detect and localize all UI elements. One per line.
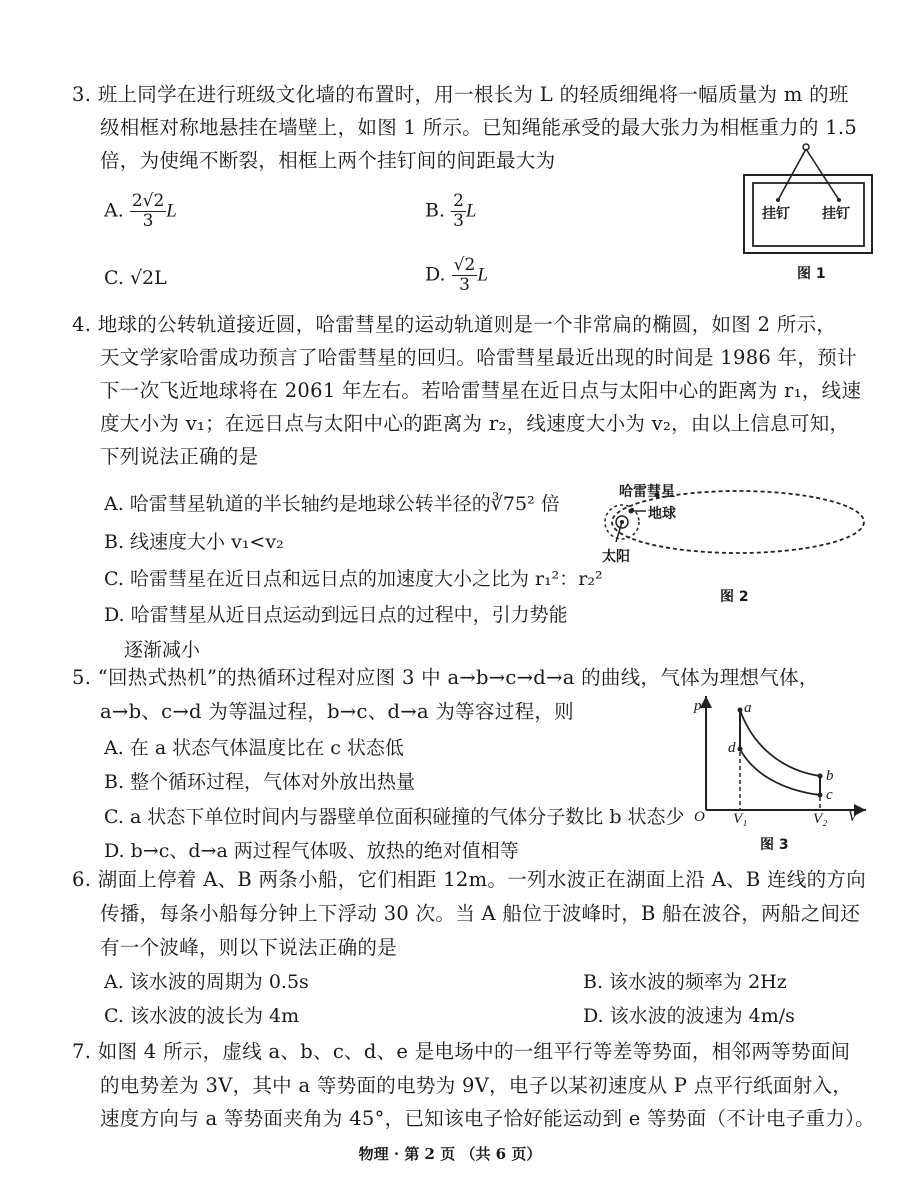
q7-stem-line-2: 的电势差为 3V，其中 a 等势面的电势为 9V，电子以某初速度从 P 点平行纸面射入， [100, 1074, 853, 1097]
denominator: 3 [142, 211, 154, 231]
point-b [818, 774, 823, 779]
nail-label-left: 挂钉 [762, 206, 790, 222]
option-label: D. [425, 263, 446, 286]
q6-stem-line-1: 6. 湖面上停着 A、B 两条小船，它们相距 12m。一列水波正在湖面上沿 A、B 连线的方向 [72, 868, 867, 891]
q3-stem-line-3: 倍，为使绳不断裂，相框上两个挂钉间的间距最大为 [100, 149, 556, 172]
point-b-label: b [826, 768, 834, 784]
q4-stem-line-5: 下列说法正确的是 [100, 445, 259, 468]
numerator: 2√2 [131, 191, 165, 211]
q5-stem-line-1: 5. “回热式热机”的热循环过程对应图 3 中 a→b→c→d→a 的曲线，气体为理想气体， [72, 666, 819, 689]
q6-option-b[interactable]: B. 该水波的频率为 2Hz [583, 971, 787, 993]
fraction [130, 192, 166, 231]
p-axis-label: p [694, 698, 702, 714]
q4-stem-line-3: 下一次飞近地球将在 2061 年左右。若哈雷彗星在近日点与太阳中心的距离为 r₁，线速 [100, 379, 862, 402]
option-label: B. [425, 199, 446, 222]
comet-label: 哈雷彗星 [619, 484, 675, 500]
earth-label: 地球 [648, 506, 676, 522]
q6-option-a[interactable]: A. 该水波的周期为 0.5s [104, 971, 309, 993]
figure-3-pv-diagram [690, 692, 880, 827]
q5-option-c[interactable]: C. a 状态下单位时间内与器壁单位面积碰撞的气体分子数比 b 状态少 [104, 806, 685, 828]
figure-2-caption: 图 2 [720, 589, 749, 605]
q7-stem-line-3: 速度方向与 a 等势面夹角为 45°，已知该电子恰好能运动到 e 等势面（不计电子重力）。 [100, 1107, 875, 1130]
q4-option-d[interactable]: D. 哈雷彗星从近日点运动到远日点的过程中，引力势能 [104, 604, 568, 626]
figure-1-caption: 图 1 [797, 266, 826, 282]
option-label: A. [104, 199, 124, 222]
q6-option-c[interactable]: C. 该水波的波长为 4m [104, 1005, 300, 1027]
q5-stem-line-2: a→b、c→d 为等温过程，b→c、d→a 为等容过程，则 [100, 700, 574, 723]
q3-option-d[interactable] [425, 256, 488, 295]
denominator: 3 [459, 275, 470, 295]
variable: L [477, 264, 488, 286]
point-a [738, 708, 743, 713]
q5-option-d[interactable]: D. b→c、d→a 两过程气体吸、放热的绝对值相等 [104, 840, 519, 862]
variable: L [465, 200, 477, 222]
q5-option-b[interactable]: B. 整个循环过程，气体对外放出热量 [104, 771, 416, 793]
denominator: 3 [453, 211, 464, 231]
fraction [452, 256, 478, 295]
q5-option-a[interactable]: A. 在 a 状态气体温度比在 c 状态低 [104, 737, 404, 759]
q4-option-a[interactable]: A. 哈雷彗星轨道的半长轴约是地球公转半径的∛75² 倍 [104, 493, 560, 515]
q3-option-c[interactable] [104, 266, 167, 290]
nail-label-right: 挂钉 [822, 206, 850, 222]
variable: L [166, 200, 177, 222]
q6-stem-line-2: 传播，每条小船每分钟上下浮动 30 次。当 A 船位于波峰时，B 船在波谷，两船之间还 [100, 902, 861, 925]
point-c [818, 793, 823, 798]
q4-option-c[interactable]: C. 哈雷彗星在近日点和远日点的加速度大小之比为 r₁²：r₂² [104, 568, 603, 590]
q4-stem-line-4: 度大小为 v₁；在远日点与太阳中心的距离为 r₂，线速度大小为 v₂，由以上信息可知， [100, 412, 850, 435]
q4-stem-line-1: 4. 地球的公转轨道接近圆，哈雷彗星的运动轨道则是一个非常扁的椭圆，如图 2 所示， [72, 313, 837, 336]
sun-label: 太阳 [602, 549, 630, 565]
numerator: 2 [453, 191, 464, 211]
q3-stem-line-2: 级相框对称地悬挂在墙壁上，如图 1 所示。已知绳能承受的最大张力为相框重力的 1.5 [100, 116, 858, 139]
q7-stem-line-1: 7. 如图 4 所示，虚线 a、b、c、d、e 是电场中的一组平行等差等势面，相邻两等势面间 [72, 1040, 851, 1063]
v-axis-label: V [848, 809, 858, 825]
point-a-label: a [744, 700, 752, 716]
q6-option-d[interactable]: D. 该水波的波速为 4m/s [583, 1005, 795, 1027]
q3-option-a[interactable] [104, 192, 177, 231]
option-label: C. [104, 267, 124, 289]
q4-option-b[interactable]: B. 线速度大小 v₁<v₂ [104, 531, 284, 553]
q4-stem-line-2: 天文学家哈雷成功预言了哈雷彗星的回归。哈雷彗星最近出现的时间是 1986 年，预计 [100, 346, 857, 369]
option-text: √2L [129, 267, 167, 289]
origin-label: O [694, 809, 705, 825]
point-c-label: c [826, 787, 833, 803]
v1-label: V₁ [733, 811, 748, 827]
page-footer: 物理 · 第 2 页 （共 6 页） [358, 1145, 542, 1163]
q6-stem-line-3: 有一个波峰，则以下说法正确的是 [100, 936, 398, 959]
point-d [738, 747, 743, 752]
hook-right [837, 198, 841, 202]
earth-icon [629, 509, 634, 514]
q3-stem-line-1: 3. 班上同学在进行班级文化墙的布置时，用一根长为 L 的轻质细绳将一幅质量为 m 的班 [72, 83, 849, 106]
fraction [451, 192, 466, 231]
q3-option-b[interactable] [425, 192, 476, 231]
figure-3-caption: 图 3 [760, 837, 789, 853]
hook-left [776, 198, 780, 202]
point-d-label: d [728, 740, 736, 756]
cd-isotherm [740, 749, 820, 795]
q4-option-d-continued: 逐渐减小 [124, 639, 201, 661]
numerator: √2 [453, 255, 476, 275]
v2-label: V₂ [813, 811, 828, 827]
